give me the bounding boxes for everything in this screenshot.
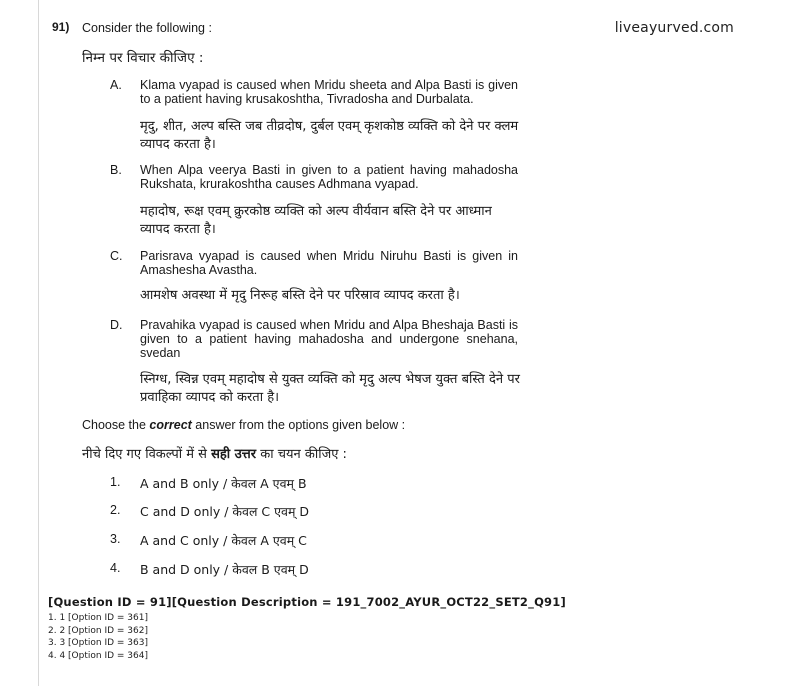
option-number: 4. bbox=[110, 561, 121, 575]
statement-letter: C. bbox=[110, 249, 123, 263]
option-id-item: 1. 1 [Option ID = 361] bbox=[48, 613, 148, 623]
statement-hindi: महादोष, रूक्ष एवम् क्रुरकोष्ठ व्यक्ति को अल्प वीर्यवान बस्ति देने पर आध्मान व्यापद करता है। bbox=[140, 204, 492, 237]
statement-hindi: स्निग्ध, स्विन्न एवम् महादोष से युक्त व्यक्ति को मृदु अल्प भेषज युक्त बस्ति देने पर प्रवाहिका व्यापद को करता है। bbox=[140, 372, 520, 405]
statement-letter: A. bbox=[110, 78, 122, 92]
statement-hindi: आमशेष अवस्था में मृदु निरूह बस्ति देने पर परिस्राव व्यापद करता है। bbox=[140, 288, 460, 303]
option-id-item: 2. 2 [Option ID = 362] bbox=[48, 625, 148, 636]
choose-instruction-hindi bbox=[82, 444, 347, 462]
choose-instruction-english bbox=[82, 418, 405, 432]
option-text: A and B only / केवल A एवम् B bbox=[140, 476, 307, 491]
statement-hindi: मृदु, शीत, अल्प बस्ति जब तीव्रदोष, दुर्बल एवम् कृशकोष्ठ व्यक्ति को देने पर क्लम व्यापद करता है। bbox=[140, 119, 519, 152]
statement-english: Pravahika vyapad is caused when Mridu and Alpa Bheshaja Basti is given to a patient having mahadosha and undergone snehana, svedan bbox=[140, 318, 518, 360]
option-number: 3. bbox=[110, 532, 121, 546]
site-watermark: liveayurved.com bbox=[614, 20, 734, 36]
statement-english: Klama vyapad is caused when Mridu sheeta and Alpa Basti is given to a patient having krusakoshtha, Tivradosha and Durbalata. bbox=[140, 78, 518, 106]
option-id-item: 3. 3 [Option ID = 363] bbox=[48, 638, 148, 648]
page-left-border bbox=[38, 0, 39, 686]
question-prompt-hindi: निम्न पर विचार कीजिए : bbox=[82, 50, 204, 66]
option-number: 1. bbox=[110, 475, 121, 489]
statement-english: When Alpa veerya Basti in given to a patient having mahadosha Rukshata, krurakoshtha causes Adhmana vyapad. bbox=[140, 163, 518, 191]
option-number: 2. bbox=[110, 503, 121, 517]
option-id-item: 4. 4 [Option ID = 364] bbox=[48, 650, 148, 661]
option-text: C and D only / केवल C एवम् D bbox=[140, 504, 310, 519]
question-metadata-title: [Question ID = 91][Question Description = 191_7002_AYUR_OCT22_SET2_Q91] bbox=[48, 595, 566, 609]
choose-hi-post: का चयन कीजिए : bbox=[256, 447, 347, 462]
choose-hi-bold: सही उत्तर bbox=[211, 447, 257, 462]
statement-english: Parisrava vyapad is caused when Mridu Niruhu Basti is given in Amashesha Avastha. bbox=[140, 249, 518, 277]
choose-hi-pre: नीचे दिए गए विकल्पों में से bbox=[82, 447, 212, 462]
choose-en-bold: correct bbox=[149, 418, 192, 432]
option-text: B and D only / केवल B एवम् D bbox=[140, 562, 309, 577]
question-prompt-english: Consider the following : bbox=[82, 21, 212, 35]
choose-en-post: answer from the options given below : bbox=[191, 418, 406, 432]
question-number: 91) bbox=[52, 20, 70, 34]
option-text: A and C only / केवल A एवम् C bbox=[140, 533, 307, 548]
option-id-list bbox=[48, 612, 148, 662]
statement-letter: D. bbox=[110, 318, 123, 332]
choose-en-pre: Choose the bbox=[82, 418, 150, 432]
statement-letter: B. bbox=[110, 163, 122, 177]
